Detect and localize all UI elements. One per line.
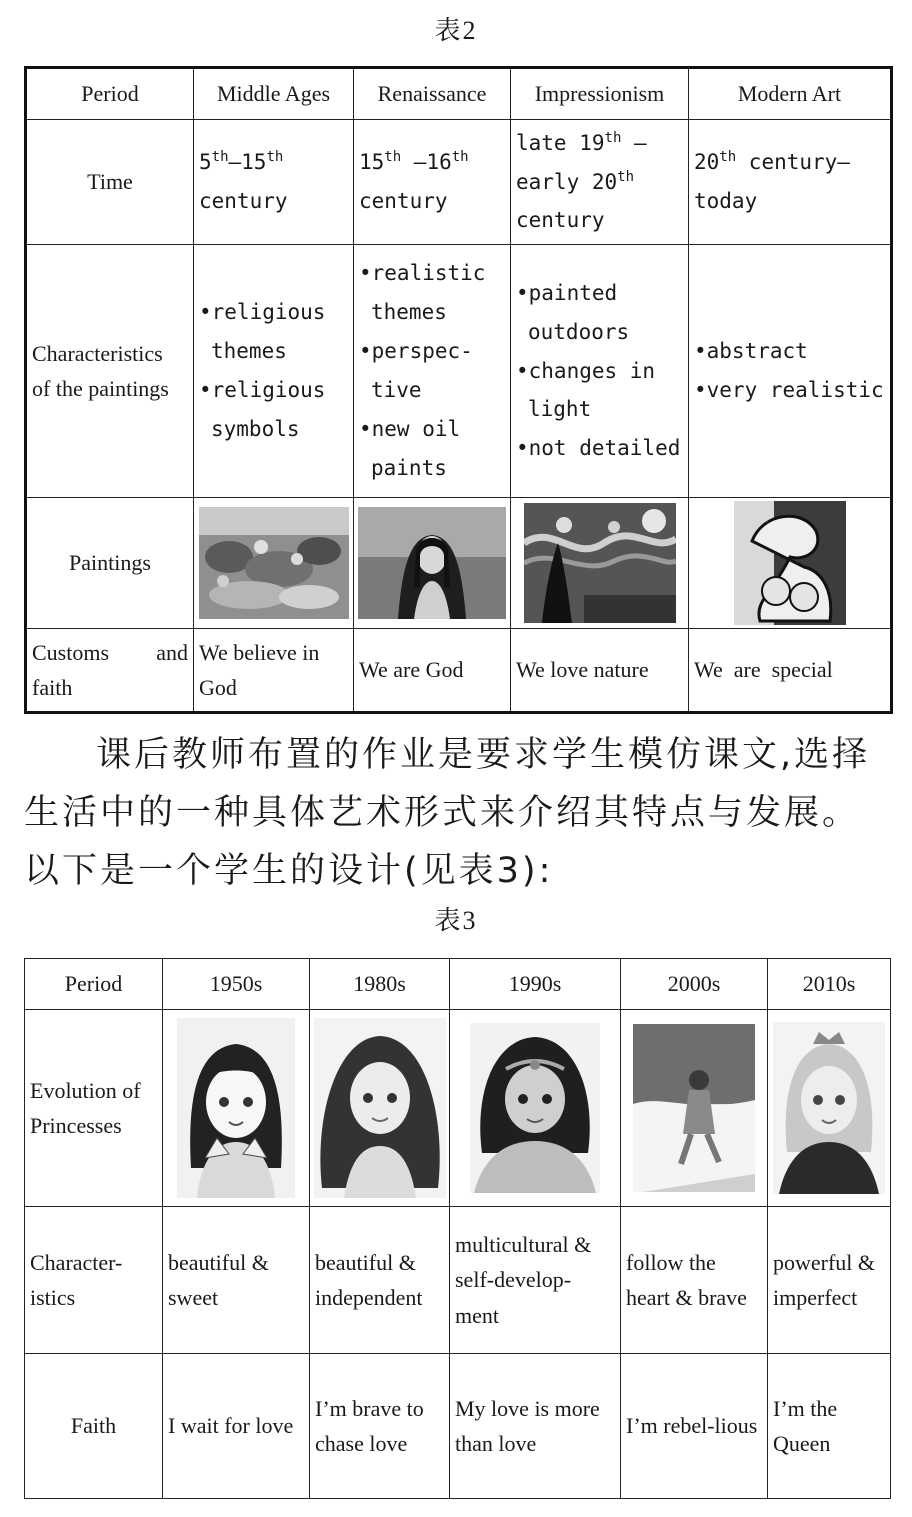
chars-impressionism [511, 245, 689, 498]
customs-renaissance: We are God [354, 629, 511, 713]
snow-white-image [177, 1018, 295, 1198]
paintings-label: Paintings [26, 498, 194, 629]
table3-header-row [25, 959, 891, 1010]
painting-modern-art-cell [689, 498, 892, 629]
faith-2010s: I’m the Queen [768, 1354, 891, 1499]
table2-time-row [26, 120, 892, 245]
bullet-item: •very realistic [694, 378, 884, 402]
header-2000s: 2000s [621, 959, 768, 1010]
table3-evolution-row [25, 1010, 891, 1207]
princess-1990s-cell [450, 1010, 621, 1207]
picasso-dream-painting-image [734, 501, 846, 625]
starry-night-painting-image [524, 503, 676, 623]
princess-1950s-cell [163, 1010, 310, 1207]
time-middle-ages: 5th—15th century [194, 120, 354, 245]
header-1990s: 1990s [450, 959, 621, 1010]
header-1950s: 1950s [163, 959, 310, 1010]
header-renaissance: Renaissance [354, 68, 511, 120]
bullet-item: •abstract [694, 339, 808, 364]
characteristics-label: Characteristics of the paintings [26, 245, 194, 498]
table3-characteristics-row [25, 1207, 891, 1354]
faith-label: Faith [25, 1354, 163, 1499]
characteristics-2000s: follow the heart & brave [621, 1207, 768, 1354]
bullet-item: •religious symbols [199, 378, 326, 441]
header-1980s: 1980s [310, 959, 450, 1010]
time-modern-art: 20th century— today [689, 120, 892, 245]
table2-header-row [26, 68, 892, 120]
princess-1980s-cell [310, 1010, 450, 1207]
middle-ages-painting-image [199, 507, 349, 619]
faith-1990s: My love is more than love [450, 1354, 621, 1499]
header-period: Period [25, 959, 163, 1010]
bullet-item: •religious themes [199, 300, 326, 364]
jasmine-image [470, 1023, 600, 1193]
evolution-label: Evolution of Princesses [25, 1010, 163, 1207]
time-renaissance: 15th —16th century [354, 120, 511, 245]
table2-characteristics-row [26, 245, 892, 498]
faith-2000s: I’m rebel-lious [621, 1354, 768, 1499]
table3-faith-row [25, 1354, 891, 1499]
art-periods-table [24, 66, 893, 714]
customs-impressionism: We love nature [511, 629, 689, 713]
bullet-item: •not detailed [516, 436, 681, 461]
customs-middle-ages: We believe in God [194, 629, 354, 713]
bullet-item: •painted outdoors [516, 280, 630, 344]
painting-middle-ages-cell [194, 498, 354, 629]
painting-impressionism-cell [511, 498, 689, 629]
table3-caption: 表3 [434, 906, 478, 935]
time-impressionism: late 19th — early 20th century [511, 120, 689, 245]
bullet-item: •perspec-tive [359, 339, 473, 402]
bullet-item: •realistic themes [359, 261, 486, 325]
header-modern-art: Modern Art [689, 68, 892, 120]
characteristics-label: Character-istics [25, 1207, 163, 1354]
princess-2010s-cell [768, 1010, 891, 1207]
characteristics-1950s: beautiful & sweet [163, 1207, 310, 1354]
table2-caption: 表2 [434, 16, 478, 45]
characteristics-1990s: multicultural & self-develop-ment [450, 1207, 621, 1354]
characteristics-2010s: powerful & imperfect [768, 1207, 891, 1354]
chars-renaissance [354, 245, 511, 498]
faith-1950s: I wait for love [163, 1354, 310, 1499]
header-period: Period [26, 68, 194, 120]
table2-customs-row [26, 629, 892, 713]
header-middle-ages: Middle Ages [194, 68, 354, 120]
belle-image [314, 1018, 446, 1198]
mona-lisa-painting-image [358, 507, 506, 619]
faith-1980s: I’m brave to chase love [310, 1354, 450, 1499]
bullet-item: •new oil paints [359, 416, 461, 480]
princess-2000s-cell [621, 1010, 768, 1207]
header-impressionism: Impressionism [511, 68, 689, 120]
elsa-image [773, 1022, 885, 1194]
princess-evolution-table [24, 958, 891, 1499]
characteristics-1980s: beautiful & independent [310, 1207, 450, 1354]
customs-label: Customs and faith [26, 629, 194, 713]
chars-middle-ages [194, 245, 354, 498]
bullet-item: •changes in light [516, 358, 656, 422]
customs-modern-art: We are special [689, 629, 892, 713]
painting-renaissance-cell [354, 498, 511, 629]
table2-paintings-row [26, 498, 892, 629]
homework-paragraph: 课后教师布置的作业是要求学生模仿课文,选择生活中的一种具体艺术形式来介绍其特点与发展。以下是一个学生的设计(见表3): [24, 735, 871, 891]
header-2010s: 2010s [768, 959, 891, 1010]
moana-image [633, 1024, 755, 1192]
time-label: Time [26, 120, 194, 245]
chars-modern-art [689, 245, 892, 498]
